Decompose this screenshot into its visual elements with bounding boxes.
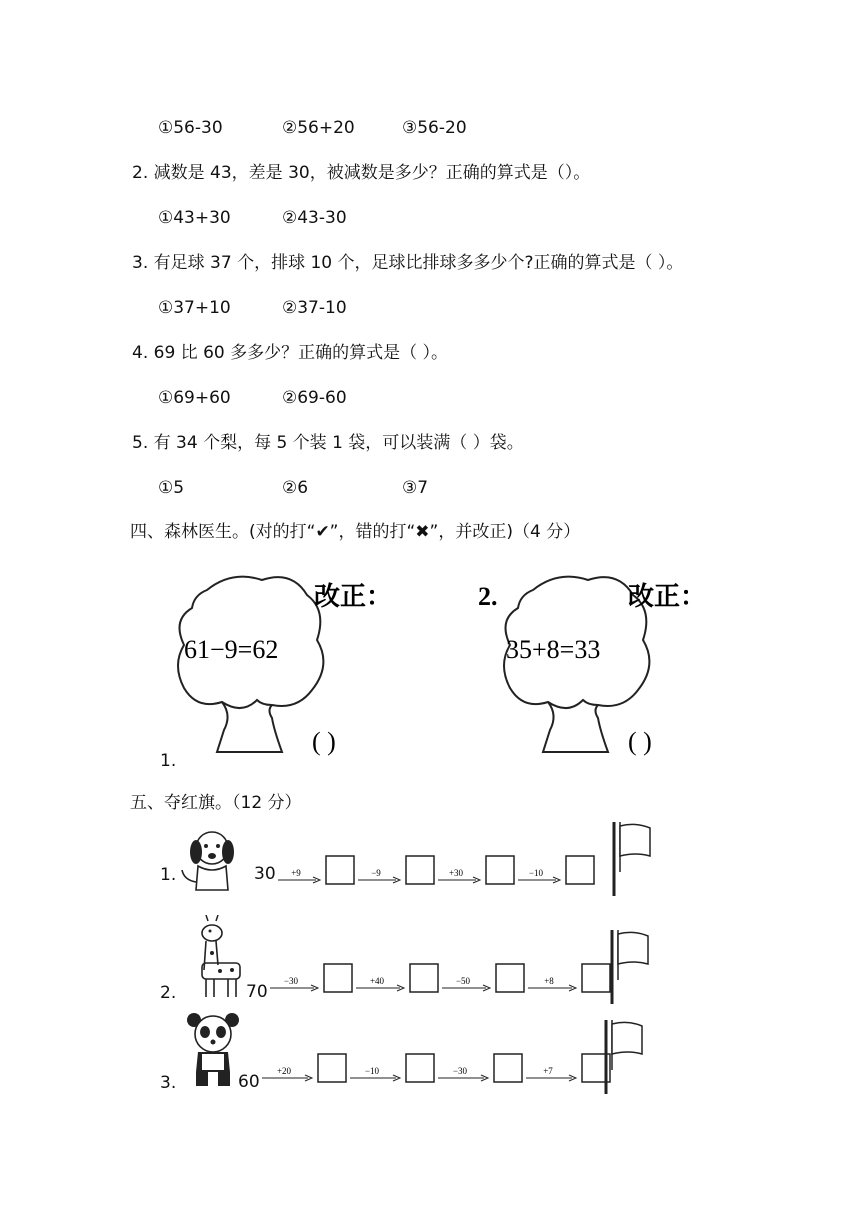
- flag-icon: [618, 932, 648, 964]
- answer-box[interactable]: [494, 1054, 522, 1082]
- giraffe-icon: [190, 915, 250, 1000]
- chain-1-diagram: [278, 822, 698, 902]
- question-5-text: 5. 有 34 个梨，每 5 个装 1 袋，可以装满（ ）袋。: [132, 433, 524, 453]
- q5-option-2: ②6: [282, 478, 309, 498]
- q3-option-1: ①37+10: [158, 298, 231, 318]
- tree-2-correct-label: 改正：: [628, 582, 707, 611]
- answer-box[interactable]: [582, 964, 610, 992]
- operation-label: +40: [369, 976, 385, 986]
- operation-label: −50: [455, 976, 471, 986]
- operation-label: −30: [283, 976, 299, 986]
- operation-label: −9: [371, 868, 381, 878]
- tree-2-number: 2.: [478, 582, 498, 611]
- q1-option-1: ①56-30: [158, 118, 223, 138]
- question-2-text: 2. 减数是 43，差是 30，被减数是多少？正确的算式是（）。: [132, 163, 591, 183]
- tree-1-number: 1.: [160, 751, 177, 771]
- operation-label: −10: [364, 1066, 380, 1076]
- tree-1-correct-label: 改正：: [314, 582, 393, 611]
- chain-3-start: 60: [238, 1072, 260, 1092]
- chain-1-number: 1.: [160, 865, 177, 885]
- operation-label: +9: [291, 868, 301, 878]
- q1-option-2: ②56+20: [282, 118, 355, 138]
- chain-2-start: 70: [246, 982, 268, 1002]
- operation-label: +30: [448, 868, 464, 878]
- q4-option-2: ②69-60: [282, 388, 347, 408]
- answer-box[interactable]: [318, 1054, 346, 1082]
- section-4-heading: 四、森林医生。(对的打“✔”，错的打“✖”，并改正)（4 分）: [130, 522, 581, 542]
- answer-box[interactable]: [486, 856, 514, 884]
- chain-1-start: 30: [254, 864, 276, 884]
- answer-box[interactable]: [496, 964, 524, 992]
- operation-label: +8: [544, 976, 554, 986]
- tree-figure-2: [478, 570, 738, 760]
- tree-1-equation: 61−9=62: [184, 635, 279, 664]
- q2-option-2: ②43-30: [282, 208, 347, 228]
- answer-box[interactable]: [410, 964, 438, 992]
- q5-option-1: ①5: [158, 478, 185, 498]
- answer-box[interactable]: [326, 856, 354, 884]
- q2-option-1: ①43+30: [158, 208, 231, 228]
- operation-label: −30: [452, 1066, 468, 1076]
- chain-2-number: 2.: [160, 983, 177, 1003]
- tree-1-answer-paren: ( ): [312, 727, 336, 756]
- tree-2-equation: 35+8=33: [506, 635, 601, 664]
- q5-option-3: ③7: [402, 478, 429, 498]
- flag-icon: [620, 824, 650, 856]
- tree-2-answer-paren: ( ): [628, 727, 652, 756]
- operation-label: +7: [543, 1066, 553, 1076]
- dog-icon: [176, 826, 248, 896]
- operation-label: +20: [276, 1066, 292, 1076]
- section-5-heading: 五、夺红旗。（12 分）: [130, 793, 302, 813]
- panda-icon: [184, 1010, 244, 1090]
- flag-icon: [612, 1022, 642, 1054]
- q4-option-1: ①69+60: [158, 388, 231, 408]
- operation-label: −10: [528, 868, 544, 878]
- q1-option-3: ③56-20: [402, 118, 467, 138]
- tree-figure-1: [172, 570, 422, 760]
- chain-3-diagram: [262, 1020, 682, 1100]
- answer-box[interactable]: [324, 964, 352, 992]
- answer-box[interactable]: [566, 856, 594, 884]
- question-3-text: 3. 有足球 37 个，排球 10 个，足球比排球多多少个?正确的算式是（ ）。: [132, 253, 684, 273]
- answer-box[interactable]: [406, 1054, 434, 1082]
- answer-box[interactable]: [406, 856, 434, 884]
- chain-3-number: 3.: [160, 1073, 177, 1093]
- q3-option-2: ②37-10: [282, 298, 347, 318]
- question-4-text: 4. 69 比 60 多多少？正确的算式是（ ）。: [132, 343, 449, 363]
- chain-2-diagram: [270, 930, 690, 1010]
